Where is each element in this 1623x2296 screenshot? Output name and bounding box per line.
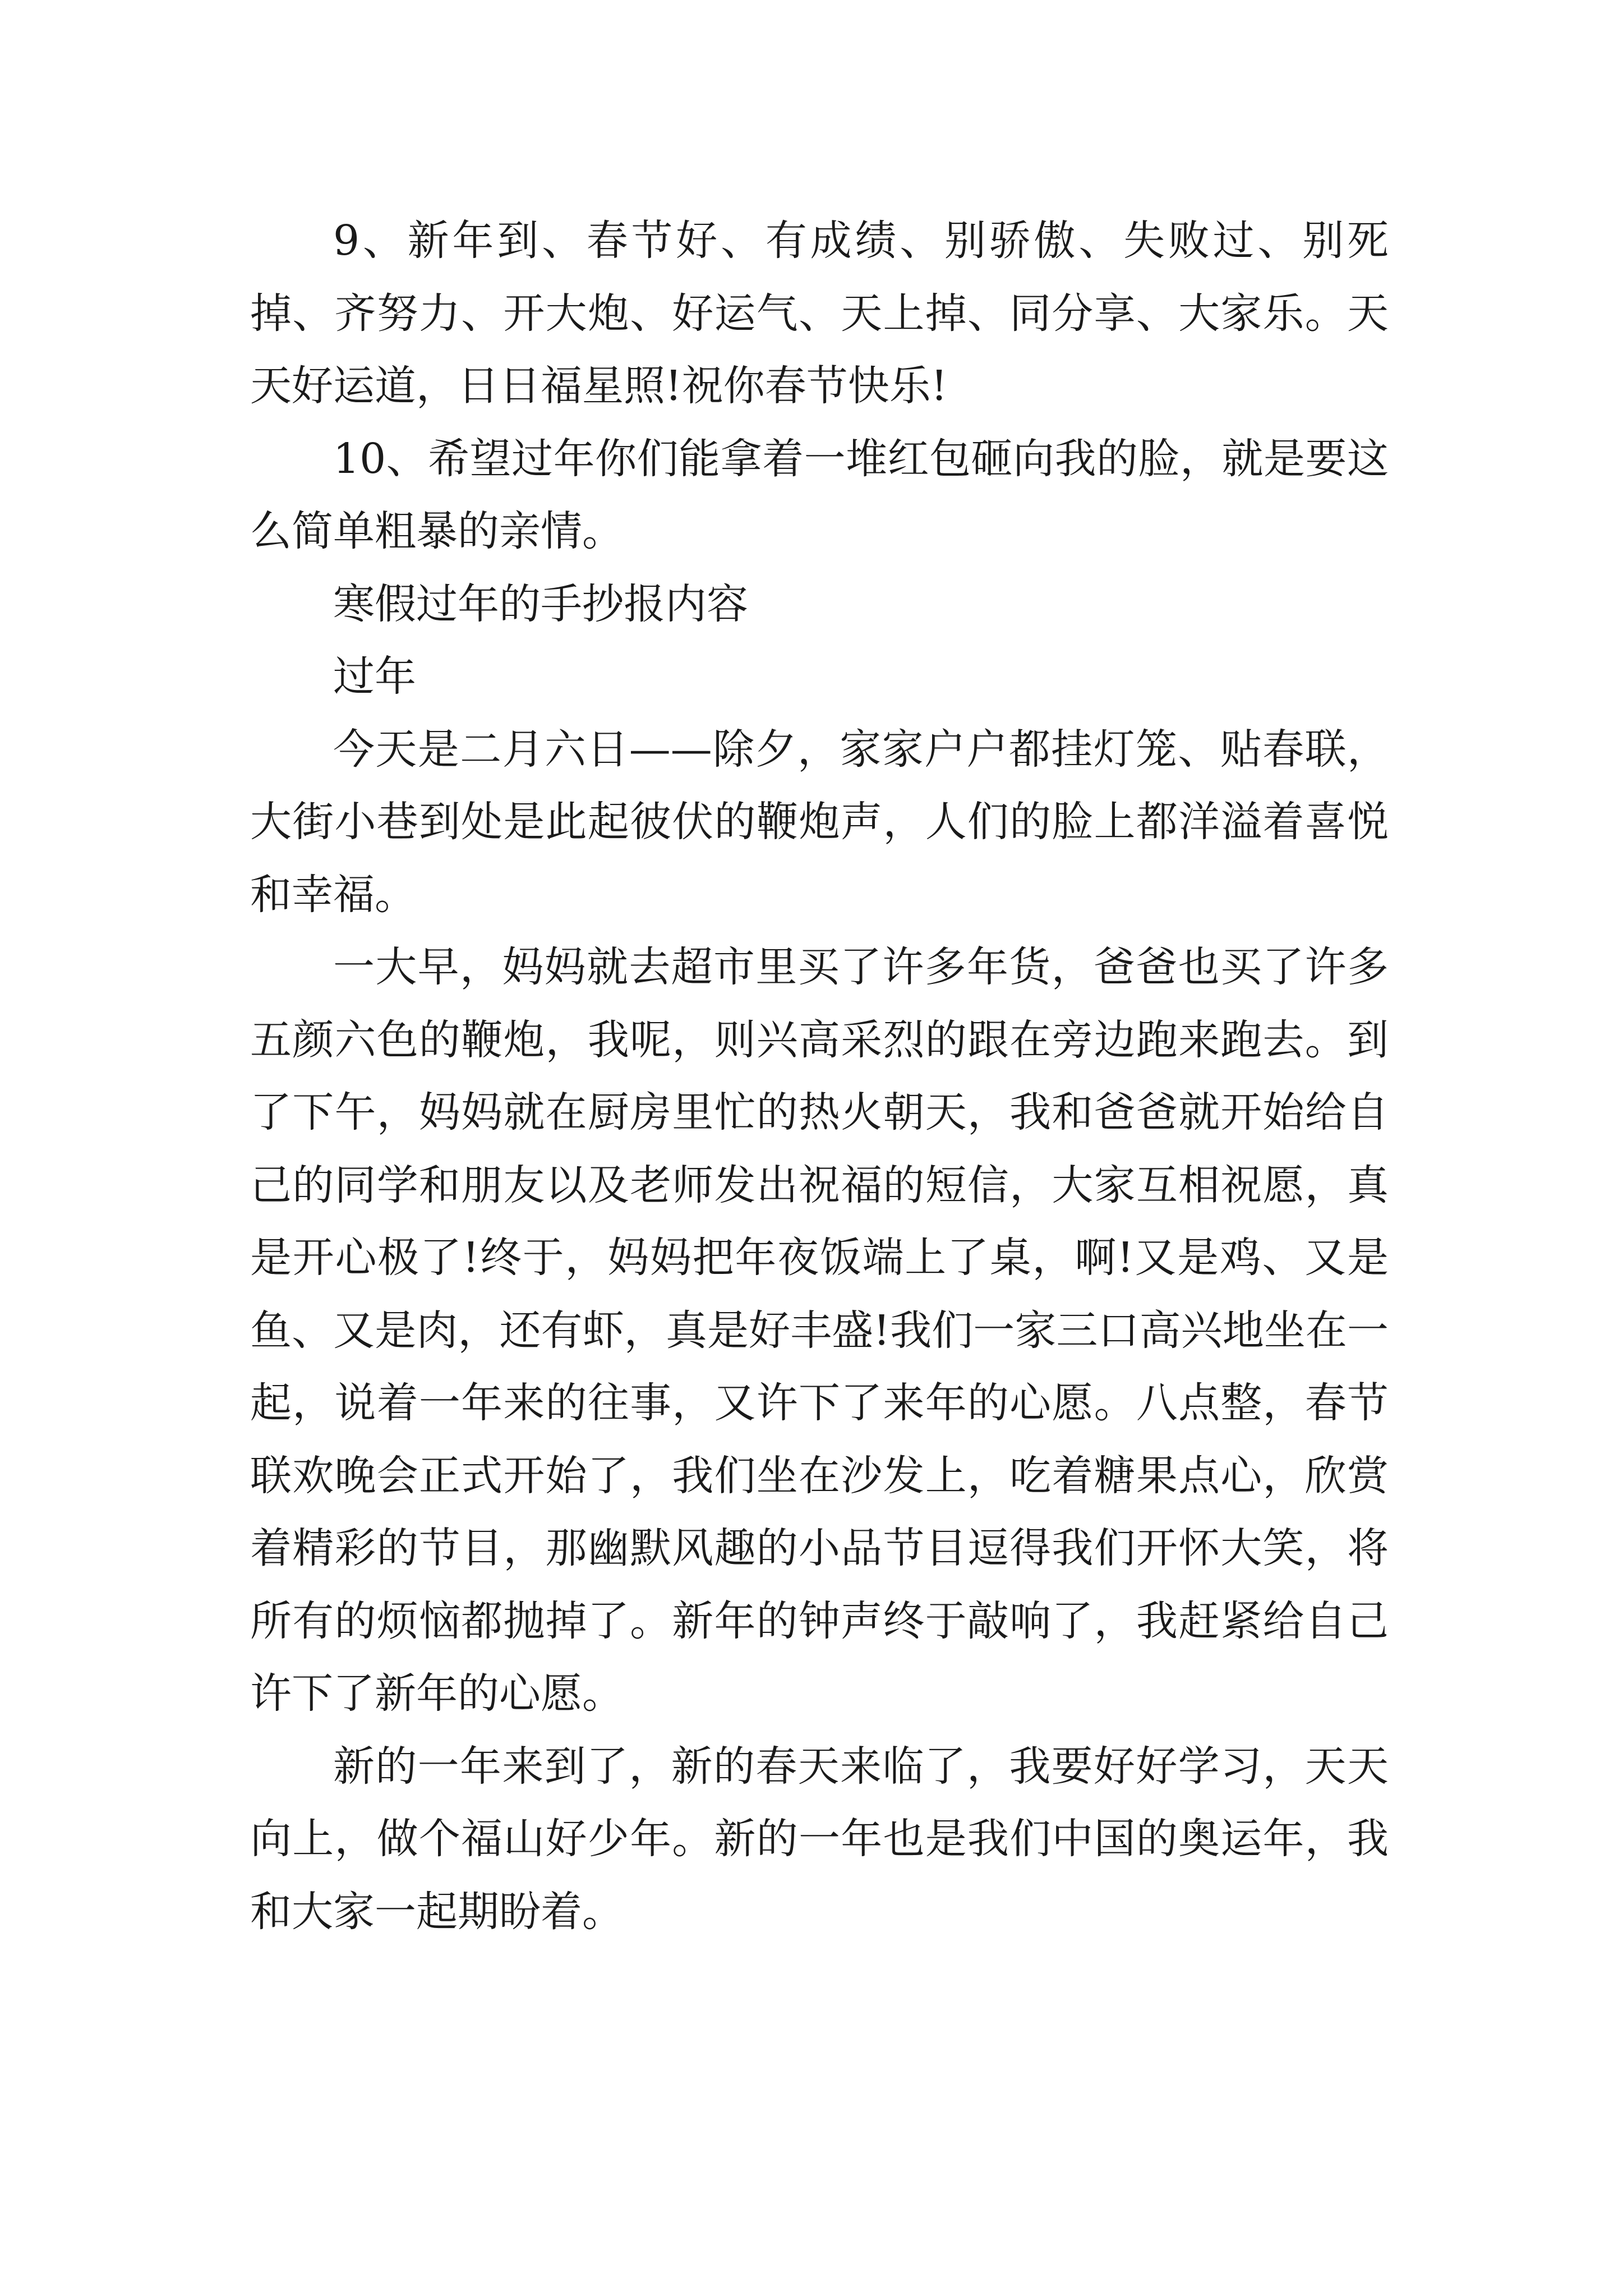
paragraph-eve: 今天是二月六日——除夕，家家户户都挂灯笼、贴春联，大街小巷到处是此起彼伏的鞭炮声，人们的脸上都洋溢着喜悦和幸福。 xyxy=(250,725,1389,919)
paragraph-greeting-9: 9、新年到、春节好、有成绩、别骄傲、失败过、别死掉、齐努力、开大炮、好运气、天上掉、同分享、大家乐。天天好运道，日日福星照!祝你春节快乐! xyxy=(250,217,1389,410)
paragraph-greeting-10: 10、希望过年你们能拿着一堆红包砸向我的脸，就是要这么简单粗暴的亲情。 xyxy=(250,434,1389,555)
section-heading: 寒假过年的手抄报内容 xyxy=(333,579,748,628)
document-body xyxy=(250,205,1389,1948)
article-title: 过年 xyxy=(333,652,416,701)
paragraph-new-year: 新的一年来到了，新的春天来临了，我要好好学习，天天向上，做个福山好少年。新的一年也是我们中国的奥运年，我和大家一起期盼着。 xyxy=(250,1742,1389,1936)
paragraph-day: 一大早，妈妈就去超市里买了许多年货，爸爸也买了许多五颜六色的鞭炮，我呢，则兴高采烈的跟在旁边跑来跑去。到了下午，妈妈就在厨房里忙的热火朝天，我和爸爸就开始给自己的同学和朋友以及老师发出祝福的短信，大家互相祝愿，真是开心极了!终于，妈妈把年夜饭端上了桌，啊!又是鸡、又是鱼、又是肉，还有虾，真是好丰盛!我们一家三口高兴地坐在一起，说着一年来的往事，又许下了来年的心愿。八点整，春节联欢晚会正式开始了，我们坐在沙发上，吃着糖果点心，欣赏着精彩的节目，那幽默风趣的小品节目逗得我们开怀大笑，将所有的烦恼都抛掉了。新年的钟声终于敲响了，我赶紧给自己许下了新年的心愿。 xyxy=(250,943,1389,1718)
